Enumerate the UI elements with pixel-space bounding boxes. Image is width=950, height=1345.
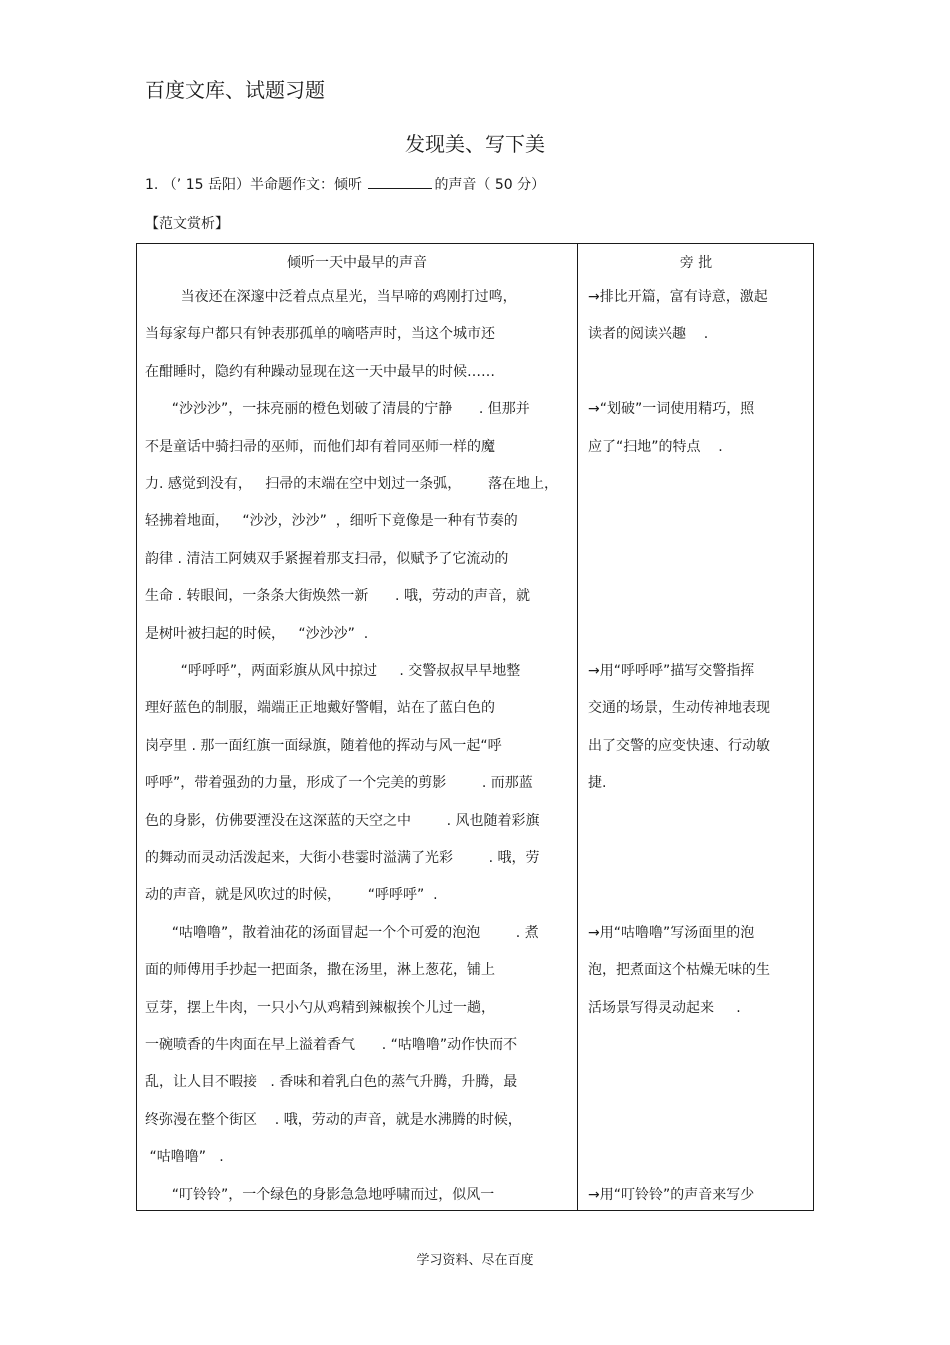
question-prefix: 1. （’ 15 岳阳）半命题作文：倾听 <box>145 177 362 193</box>
annotation-line: →排比开篇，富有诗意，激起 <box>588 289 768 305</box>
essay-title-header: 倾听一天中最早的声音 <box>287 255 427 271</box>
essay-line: 面的师傅用手抄起一把面条，撒在汤里，淋上葱花，铺上 <box>145 962 495 979</box>
essay-line: 色的身影，仿佛要湮没在这深蓝的天空之中 . 风也随着彩旗 <box>145 812 540 829</box>
annotation-line: 出了交警的应变快速、行动敏 <box>588 737 770 754</box>
essay-line: 当每家每户都只有钟表那孤单的嘀嗒声时，当这个城市还 <box>145 326 495 343</box>
essay-line: 力. 感觉到没有， 扫帚的末端在空中划过一条弧， 落在地上， <box>145 476 558 492</box>
essay-line: 终弥漫在整个街区 . 哦，劳动的声音，就是水沸腾的时候， <box>145 1111 522 1128</box>
essay-line: 的舞动而灵动活泼起来，大街小巷霎时溢满了光彩 . 哦，劳 <box>145 850 540 866</box>
essay-line: “咕噜噜”，散着油花的汤面冒起一个个可爱的泡泡 . 煮 <box>145 924 539 941</box>
essay-table <box>136 243 814 1211</box>
page-footer: 学习资料、尽在百度 <box>416 1253 534 1268</box>
question-prompt <box>145 174 545 194</box>
annotation-line: →用“咕噜噜”写汤面里的泡 <box>588 924 755 941</box>
essay-line: “咕噜噜” . <box>145 1149 224 1166</box>
essay-line: 当夜还在深邃中泛着点点星光，当早啼的鸡刚打过鸣， <box>145 289 517 305</box>
annotation-line: 应了“扫地”的特点 . <box>588 438 723 455</box>
page-header: 百度文库、试题习题 <box>145 78 325 102</box>
annotation-line: 活场景写得灵动起来 . <box>588 999 741 1016</box>
annotation-line: →用“叮铃铃”的声音来写少 <box>588 1186 755 1203</box>
annotation-line: →用“呼呼呼”描写交警指挥 <box>588 663 755 679</box>
essay-line: 生命 . 转眼间，一条条大街焕然一新 . 哦，劳动的声音，就 <box>145 588 530 605</box>
annotation-line: 泡，把煮面这个枯燥无味的生 <box>588 962 770 979</box>
essay-line: 岗亭里 . 那一面红旗一面绿旗，随着他的挥动与风一起“呼 <box>145 737 502 754</box>
essay-line: 一碗喷香的牛肉面在早上溢着香气 . “咕噜噜”动作快而不 <box>145 1037 518 1053</box>
column-divider <box>577 244 578 1210</box>
essay-line: 动的声音，就是风吹过的时候， “呼呼呼” . <box>145 887 438 904</box>
essay-line: 呼呼”，带着强劲的力量，形成了一个完美的剪影 . 而那蓝 <box>145 775 533 792</box>
essay-line: “呼呼呼”，两面彩旗从风中掠过 . 交警叔叔早早地整 <box>145 663 521 679</box>
fill-blank <box>368 176 432 189</box>
essay-line: 不是童话中骑扫帚的巫师，而他们却有着同巫师一样的魔 <box>145 438 495 455</box>
essay-line: 豆芽，摆上牛肉，一只小勺从鸡精到辣椒挨个儿过一趟， <box>145 999 495 1016</box>
essay-line: 轻拂着地面， “沙沙，沙沙” ，细听下竟像是一种有节奏的 <box>145 513 518 530</box>
essay-line: 理好蓝色的制服，端端正正地戴好警帽，站在了蓝白色的 <box>145 700 495 717</box>
essay-line: “沙沙沙”，一抹亮丽的橙色划破了清晨的宁静 . 但那并 <box>145 401 530 418</box>
essay-line: 韵律 . 清洁工阿姨双手紧握着那支扫帚，似赋予了它流动的 <box>145 550 509 567</box>
document-title: 发现美、写下美 <box>405 132 545 156</box>
annotation-line: 捷. <box>588 775 607 792</box>
annotation-line: →“划破”一词使用精巧，照 <box>588 401 755 418</box>
annotation-line: 交通的场景，生动传神地表现 <box>588 700 770 717</box>
essay-line: “叮铃铃”，一个绿色的身影急急地呼啸而过，似风一 <box>145 1186 495 1203</box>
section-label: 【范文赏析】 <box>145 216 229 232</box>
annotation-line: 读者的阅读兴趣 . <box>588 326 709 343</box>
annotation-header: 旁 批 <box>679 255 713 271</box>
essay-line: 乱，让人目不暇接 . 香味和着乳白色的蒸气升腾，升腾，最 <box>145 1074 518 1091</box>
essay-line: 在酣睡时，隐约有种躁动显现在这一天中最早的时候…… <box>145 363 495 380</box>
essay-line: 是树叶被扫起的时候， “沙沙沙” . <box>145 625 369 642</box>
question-suffix: 的声音（ 50 分） <box>434 177 546 193</box>
